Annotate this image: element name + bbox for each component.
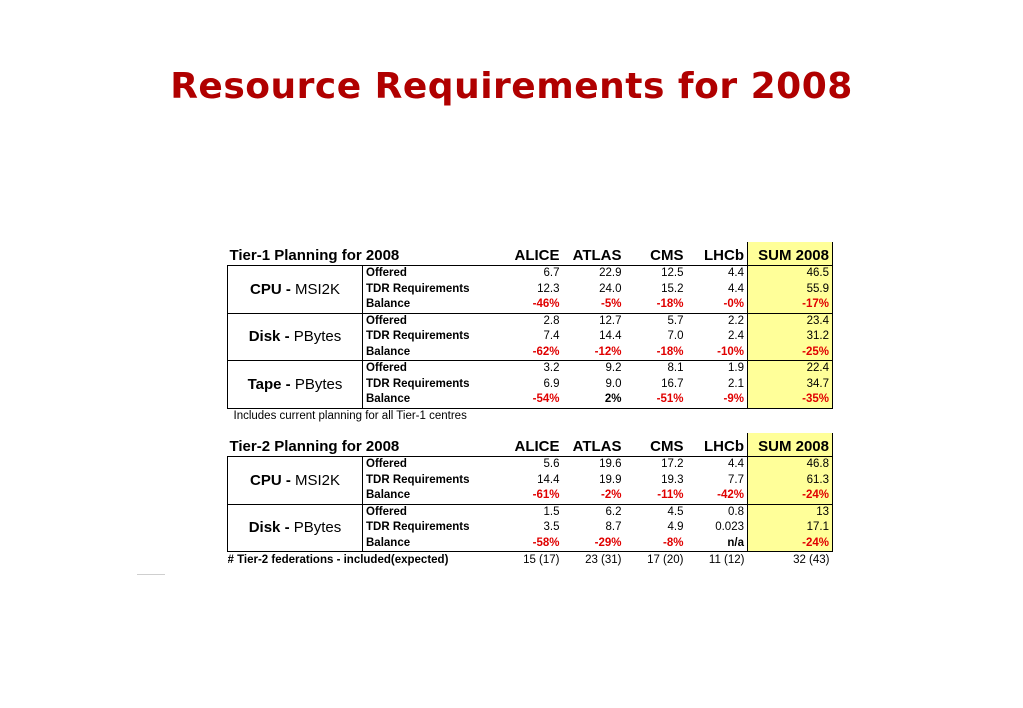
row-label: TDR Requirements <box>366 330 470 343</box>
resource-label <box>228 504 363 552</box>
value-cell: 34.7 <box>748 377 833 393</box>
value-cell: -54% <box>486 392 563 408</box>
value-cell: 4.4 <box>687 266 748 282</box>
row-label: TDR Requirements <box>366 521 470 534</box>
tier1-planning-table <box>227 242 833 424</box>
column-header-cms: CMS <box>650 247 684 264</box>
header-row <box>228 242 833 266</box>
row-label: Balance <box>363 345 486 361</box>
table-row <box>228 504 833 520</box>
value-cell: 14.4 <box>537 473 560 486</box>
column-header-atlas: ATLAS <box>572 247 622 264</box>
row-label: Balance <box>363 297 486 313</box>
row-label: TDR Requirements <box>366 282 470 295</box>
table-row <box>228 361 833 377</box>
value-cell: 4.9 <box>667 521 684 534</box>
resource-unit: PBytes <box>293 328 342 346</box>
value-cell: 46.8 <box>748 457 833 473</box>
row-label: Balance <box>363 392 486 408</box>
value-cell: 7.7 <box>728 473 744 486</box>
resource-label <box>228 361 363 409</box>
row-label: TDR Requirements <box>366 473 470 486</box>
column-header-lhcb: LHCb <box>704 438 744 455</box>
value-cell: 23.4 <box>748 313 833 329</box>
value-cell: 7.0 <box>667 330 684 343</box>
value-cell: 12.5 <box>625 266 687 282</box>
value-cell: 22.4 <box>748 361 833 377</box>
value-cell: 17.2 <box>625 457 687 473</box>
value-cell: -51% <box>625 392 687 408</box>
value-cell: -62% <box>486 345 563 361</box>
value-cell: 15.2 <box>661 282 684 295</box>
row-label: Offered <box>363 266 486 282</box>
value-cell: 31.2 <box>748 329 833 345</box>
column-header-sum-2008: SUM 2008 <box>748 433 833 457</box>
value-cell: 3.5 <box>543 521 560 534</box>
resource-unit: MSI2K <box>294 280 340 298</box>
value-cell: 19.9 <box>599 473 622 486</box>
value-cell: 5.7 <box>625 313 687 329</box>
value-cell: 1.9 <box>687 361 748 377</box>
footnote: Includes current planning for all Tier-1 centres <box>233 410 467 422</box>
table-heading: Tier-1 Planning for 2008 <box>229 247 400 264</box>
value-cell: 12.3 <box>537 282 560 295</box>
resource-unit: PBytes <box>294 375 343 393</box>
value-cell: n/a <box>687 536 748 552</box>
value-cell: -5% <box>563 297 625 313</box>
value-cell: -10% <box>687 345 748 361</box>
federations-value: 17 (20) <box>647 553 684 566</box>
column-header-cms: CMS <box>650 438 684 455</box>
value-cell: 19.3 <box>661 473 684 486</box>
row-label: Balance <box>363 536 486 552</box>
column-header-atlas: ATLAS <box>572 438 622 455</box>
value-cell: -18% <box>625 297 687 313</box>
value-cell: -35% <box>748 392 833 408</box>
value-cell: 17.1 <box>748 520 833 536</box>
value-cell: 19.6 <box>563 457 625 473</box>
resource-name: Tape - <box>247 375 295 393</box>
value-cell: 1.5 <box>486 504 563 520</box>
value-cell: 4.5 <box>625 504 687 520</box>
value-cell: 16.7 <box>661 377 684 390</box>
value-cell: 0.8 <box>687 504 748 520</box>
value-cell: 9.2 <box>563 361 625 377</box>
federations-label: # Tier-2 federations - included(expected) <box>227 553 449 566</box>
value-cell: 2.8 <box>486 313 563 329</box>
value-cell: 6.2 <box>563 504 625 520</box>
row-label: Offered <box>363 504 486 520</box>
header-row <box>228 433 833 457</box>
federations-value: 11 (12) <box>708 553 745 566</box>
resource-name: CPU - <box>249 280 295 298</box>
federations-row <box>228 552 833 568</box>
column-header-sum-2008: SUM 2008 <box>748 242 833 266</box>
value-cell: -58% <box>486 536 563 552</box>
value-cell: 22.9 <box>563 266 625 282</box>
value-cell: 8.7 <box>605 521 622 534</box>
decorative-dash <box>137 574 165 575</box>
federations-value: 15 (17) <box>523 553 560 566</box>
value-cell: 8.1 <box>625 361 687 377</box>
value-cell: -42% <box>687 488 748 504</box>
resource-name: CPU - <box>249 471 295 489</box>
value-cell: 12.7 <box>563 313 625 329</box>
resource-name: Disk - <box>248 519 294 537</box>
table-row <box>228 313 833 329</box>
row-label: TDR Requirements <box>366 377 470 390</box>
value-cell: -29% <box>563 536 625 552</box>
column-header-alice: ALICE <box>514 247 560 264</box>
value-cell: 0.023 <box>715 521 744 534</box>
value-cell: -12% <box>563 345 625 361</box>
value-cell: 46.5 <box>748 266 833 282</box>
resource-label <box>228 313 363 361</box>
value-cell: 6.7 <box>486 266 563 282</box>
federations-value: 23 (31) <box>585 553 622 566</box>
row-label: Offered <box>363 457 486 473</box>
value-cell: 2% <box>563 392 625 408</box>
value-cell: -8% <box>625 536 687 552</box>
value-cell: 2.4 <box>728 330 744 343</box>
federations-value: 32 (43) <box>793 553 830 566</box>
value-cell: 61.3 <box>748 473 833 489</box>
value-cell: -0% <box>687 297 748 313</box>
row-label: Balance <box>363 488 486 504</box>
tier2-planning-table <box>227 433 833 567</box>
value-cell: -17% <box>748 297 833 313</box>
resource-unit: PBytes <box>293 519 342 537</box>
value-cell: 13 <box>748 504 833 520</box>
column-header-lhcb: LHCb <box>704 247 744 264</box>
value-cell: -18% <box>625 345 687 361</box>
slide-title: Resource Requirements for 2008 <box>170 66 853 107</box>
row-label: Offered <box>363 361 486 377</box>
value-cell: 5.6 <box>486 457 563 473</box>
value-cell: -25% <box>748 345 833 361</box>
value-cell: 7.4 <box>543 330 560 343</box>
value-cell: -11% <box>625 488 687 504</box>
resource-unit: MSI2K <box>294 471 340 489</box>
value-cell: 14.4 <box>599 330 622 343</box>
resource-label <box>228 266 363 314</box>
value-cell: 4.4 <box>728 282 744 295</box>
value-cell: -2% <box>563 488 625 504</box>
value-cell: 4.4 <box>687 457 748 473</box>
resource-label <box>228 457 363 505</box>
value-cell: -24% <box>748 536 833 552</box>
table-row <box>228 266 833 282</box>
table-row <box>228 457 833 473</box>
value-cell: -24% <box>748 488 833 504</box>
resource-name: Disk - <box>248 328 294 346</box>
row-label: Offered <box>363 313 486 329</box>
value-cell: -9% <box>687 392 748 408</box>
value-cell: 3.2 <box>486 361 563 377</box>
value-cell: 55.9 <box>748 282 833 298</box>
value-cell: -46% <box>486 297 563 313</box>
value-cell: 9.0 <box>605 377 622 390</box>
value-cell: -61% <box>486 488 563 504</box>
value-cell: 24.0 <box>599 282 622 295</box>
value-cell: 2.2 <box>687 313 748 329</box>
value-cell: 2.1 <box>728 377 744 390</box>
table-heading: Tier-2 Planning for 2008 <box>229 438 400 455</box>
note-row <box>228 408 833 424</box>
column-header-alice: ALICE <box>514 438 560 455</box>
value-cell: 6.9 <box>543 377 560 390</box>
